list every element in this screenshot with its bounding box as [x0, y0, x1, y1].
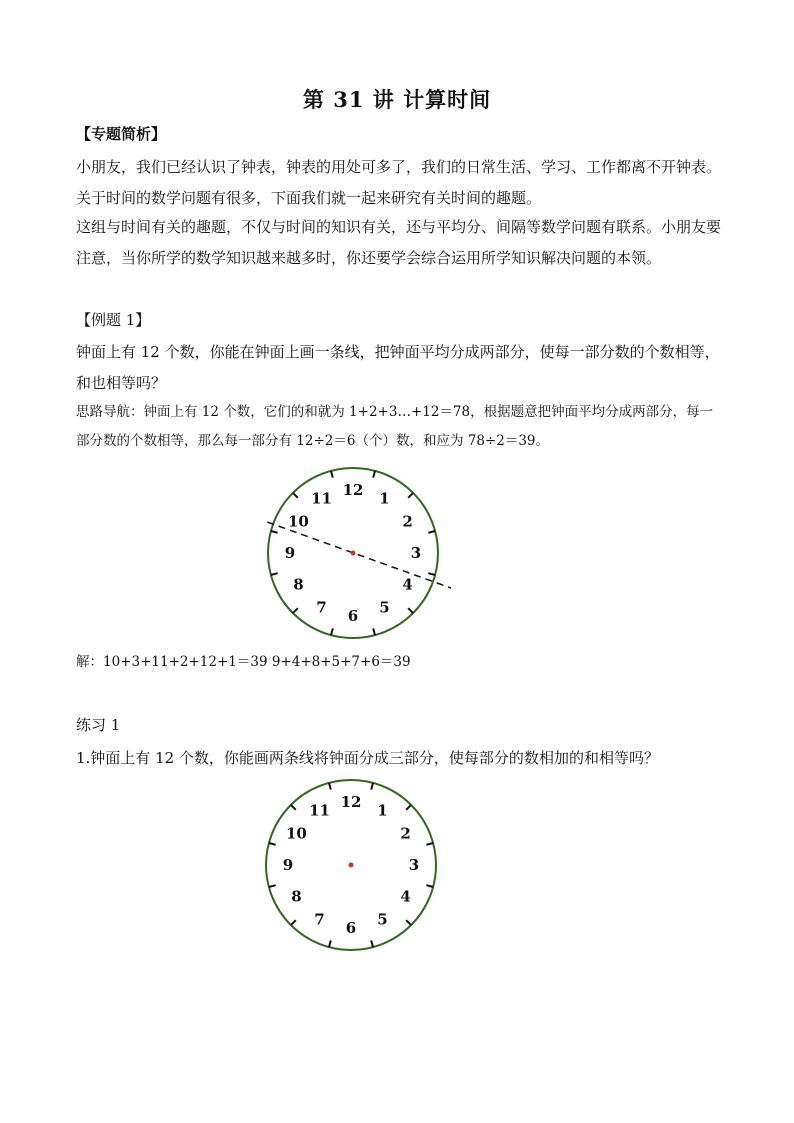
clock-tick	[271, 573, 278, 575]
clock-diagram-example	[263, 465, 463, 645]
clock-center-dot	[349, 863, 354, 868]
section-heading: 【专题简析】	[76, 125, 167, 143]
intro-paragraph-1: 小朋友，我们已经认识了钟表，钟表的用处可多了，我们的日常生活、学习、工作都离不开钟表。关于时间的数学问题有很多，下面我们就一起来研究有关时间的趣题。	[76, 158, 722, 207]
clock-number: 11	[309, 801, 330, 820]
clock-tick	[428, 531, 435, 533]
clock-number: 12	[340, 793, 362, 811]
hint-text: 思路导航：钟面上有 12 个数，它们的和就为 1+2+3…+12＝78，根据题意把钟面平均分成两部分，每一部分数的个数相等，那么每一部分有 12÷2＝6（个）数，和应为 78÷2＝39。	[76, 404, 714, 449]
solution-text: 解：10+3+11+2+12+1＝39 9+4+8+5+7+6＝39	[76, 654, 411, 670]
clock-tick	[269, 885, 276, 887]
clock-center-dot	[351, 551, 356, 556]
clock-number: 12	[342, 481, 364, 499]
clock-number: 2	[402, 512, 413, 531]
page-title: 第 31 讲 计算时间	[302, 87, 492, 112]
clock-tick	[408, 608, 413, 613]
clock-number: 11	[311, 489, 332, 508]
clock-tick	[426, 843, 433, 845]
clock-number: 9	[284, 544, 296, 562]
clock-tick	[271, 531, 278, 533]
example-question: 钟面上有 12 个数，你能在钟面上画一条线，把钟面平均分成两部分，使每一部分数的个数相等，和也相等吗？	[76, 343, 720, 392]
example-heading: 【例题 1】	[76, 311, 151, 329]
clock-number: 4	[400, 887, 411, 906]
clock-tick	[291, 920, 296, 925]
clock-number: 4	[402, 575, 413, 594]
clock-number: 9	[282, 856, 294, 874]
clock-tick	[329, 783, 331, 790]
clock-number: 10	[286, 824, 307, 843]
clock-number: 1	[377, 801, 388, 820]
clock-tick	[406, 920, 411, 925]
clock-number: 5	[379, 598, 390, 617]
practice-question: 1.钟面上有 12 个数，你能画两条线将钟面分成三部分，使每部分的数相加的和相等吗？	[76, 749, 659, 767]
clock-tick	[291, 805, 296, 810]
clock-number: 5	[377, 910, 388, 929]
clock-number: 10	[288, 512, 309, 531]
clock-number: 1	[379, 489, 390, 508]
clock-number: 2	[400, 824, 411, 843]
clock-tick	[331, 628, 333, 635]
clock-number: 7	[314, 910, 325, 929]
clock-tick	[426, 885, 433, 887]
clock-tick	[371, 783, 373, 790]
clock-number: 3	[410, 544, 422, 562]
clock-tick	[331, 471, 333, 478]
clock-tick	[373, 628, 375, 635]
clock-number: 8	[291, 887, 302, 906]
clock-tick	[428, 573, 435, 575]
clock-tick	[371, 940, 373, 947]
clock-tick	[269, 843, 276, 845]
clock-face-example	[263, 465, 463, 645]
clock-tick	[293, 608, 298, 613]
clock-number: 6	[345, 919, 357, 937]
clock-tick	[408, 493, 413, 498]
clock-tick	[373, 471, 375, 478]
clock-number: 3	[408, 856, 420, 874]
clock-face-practice	[263, 778, 443, 958]
intro-paragraph-2: 这组与时间有关的趣题，不仅与时间的知识有关，还与平均分、间隔等数学问题有联系。小朋友要注意，当你所学的数学知识越来越多时，你还要学会综合运用所学知识解决问题的本领。	[76, 218, 722, 267]
clock-number: 8	[293, 575, 304, 594]
clock-tick	[406, 805, 411, 810]
clock-diagram-practice	[263, 778, 443, 958]
clock-tick	[329, 940, 331, 947]
clock-number: 7	[316, 598, 327, 617]
clock-tick	[293, 493, 298, 498]
practice-heading: 练习 1	[76, 716, 121, 734]
clock-number: 6	[347, 607, 359, 625]
